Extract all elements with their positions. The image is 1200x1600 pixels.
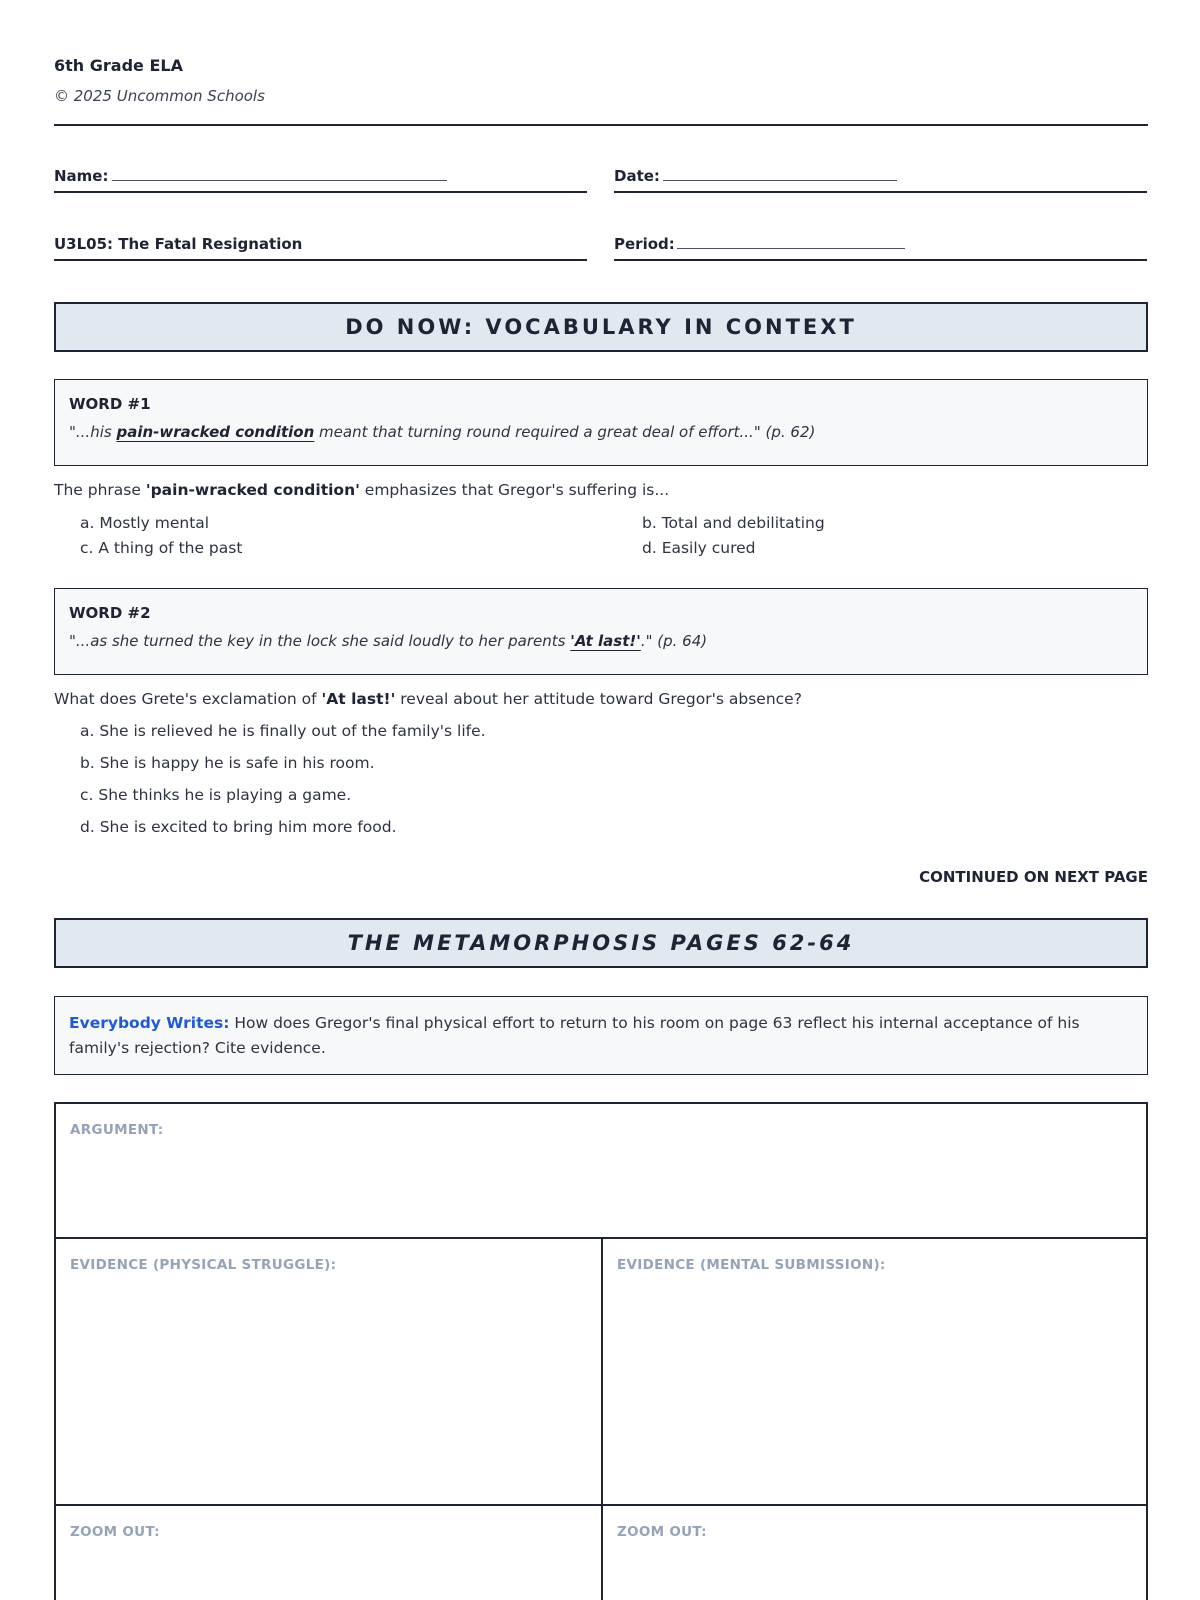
word-2-option-a[interactable]: a. She is relieved he is finally out of the family's life. [80,722,486,740]
word-1-question [54,481,669,499]
word-2-box [54,588,1148,675]
quote-text: "...as she turned the key in the lock she said loudly to her parents [69,632,571,650]
evidence-mental-cell[interactable] [603,1239,1146,1506]
everybody-writes-prompt [54,996,1148,1075]
do-now-header: DO NOW: VOCABULARY IN CONTEXT [54,302,1148,352]
question-text: reveal about her attitude toward Gregor's absence? [395,690,802,708]
question-text: emphasizes that Gregor's suffering is... [359,481,670,499]
question-term: 'At last!' [321,690,396,708]
question-text: What does Grete's exclamation of [54,690,322,708]
word-1-box [54,379,1148,466]
question-text: The phrase [54,481,146,499]
word-2-option-c[interactable]: c. She thinks he is playing a game. [80,786,352,804]
zoom-out-left-cell[interactable] [56,1506,603,1600]
evidence-physical-cell[interactable] [56,1239,603,1506]
continued-notice: CONTINUED ON NEXT PAGE [919,868,1148,886]
word-1-option-c[interactable]: c. A thing of the past [80,539,243,557]
question-term: 'pain-wracked condition' [145,481,360,499]
word-2-quote [69,632,1133,650]
quote-text: meant that turning round required a great deal of effort..." (p. 62) [314,423,816,441]
course-title: 6th Grade ELA [54,56,183,75]
word-1-quote [69,423,1133,441]
word-2-option-b[interactable]: b. She is happy he is safe in his room. [80,754,375,772]
word-1-option-d[interactable]: d. Easily cured [642,539,756,557]
prompt-text: How does Gregor's final physical effort to return to his room on page 63 reflect his internal acceptance of his family's rejection? Cite evidence. [69,1014,1080,1057]
word-1-option-b[interactable]: b. Total and debilitating [642,514,825,532]
zoom-out-left-label: ZOOM OUT: [70,1524,160,1540]
evidence-mental-label: EVIDENCE (MENTAL SUBMISSION): [617,1257,886,1273]
copyright-notice: © 2025 Uncommon Schools [54,87,265,105]
quote-text: "...his [69,423,117,441]
date-field[interactable] [614,161,1147,193]
name-label: Name: [54,167,109,185]
zoom-out-right-label: ZOOM OUT: [617,1524,707,1540]
word-2-title: WORD #2 [69,604,151,622]
everybody-writes-label: Everybody Writes: [69,1014,230,1032]
word-1-option-a[interactable]: a. Mostly mental [80,514,210,532]
period-blank-line[interactable] [677,248,905,249]
graphic-organizer [54,1102,1148,1600]
zoom-out-right-cell[interactable] [603,1506,1146,1600]
argument-cell[interactable] [56,1104,1146,1239]
word-2-question [54,690,802,708]
date-label: Date: [614,167,660,185]
lesson-title: U3L05: The Fatal Resignation [54,235,303,253]
date-blank-line[interactable] [663,180,897,181]
vocab-term: 'At last!' [570,632,641,650]
header-divider [54,124,1148,126]
quote-text: ." (p. 64) [640,632,708,650]
evidence-physical-label: EVIDENCE (PHYSICAL STRUGGLE): [70,1257,337,1273]
word-2-option-d[interactable]: d. She is excited to bring him more food. [80,818,397,836]
period-field[interactable] [614,229,1147,261]
period-label: Period: [614,235,675,253]
argument-label: ARGUMENT: [70,1122,164,1138]
vocab-term: pain-wracked condition [116,423,315,441]
word-1-title: WORD #1 [69,395,151,413]
reading-section-header: THE METAMORPHOSIS PAGES 62-64 [54,918,1148,968]
name-blank-line[interactable] [112,180,447,181]
name-field[interactable] [54,161,587,193]
lesson-title-field [54,229,587,261]
